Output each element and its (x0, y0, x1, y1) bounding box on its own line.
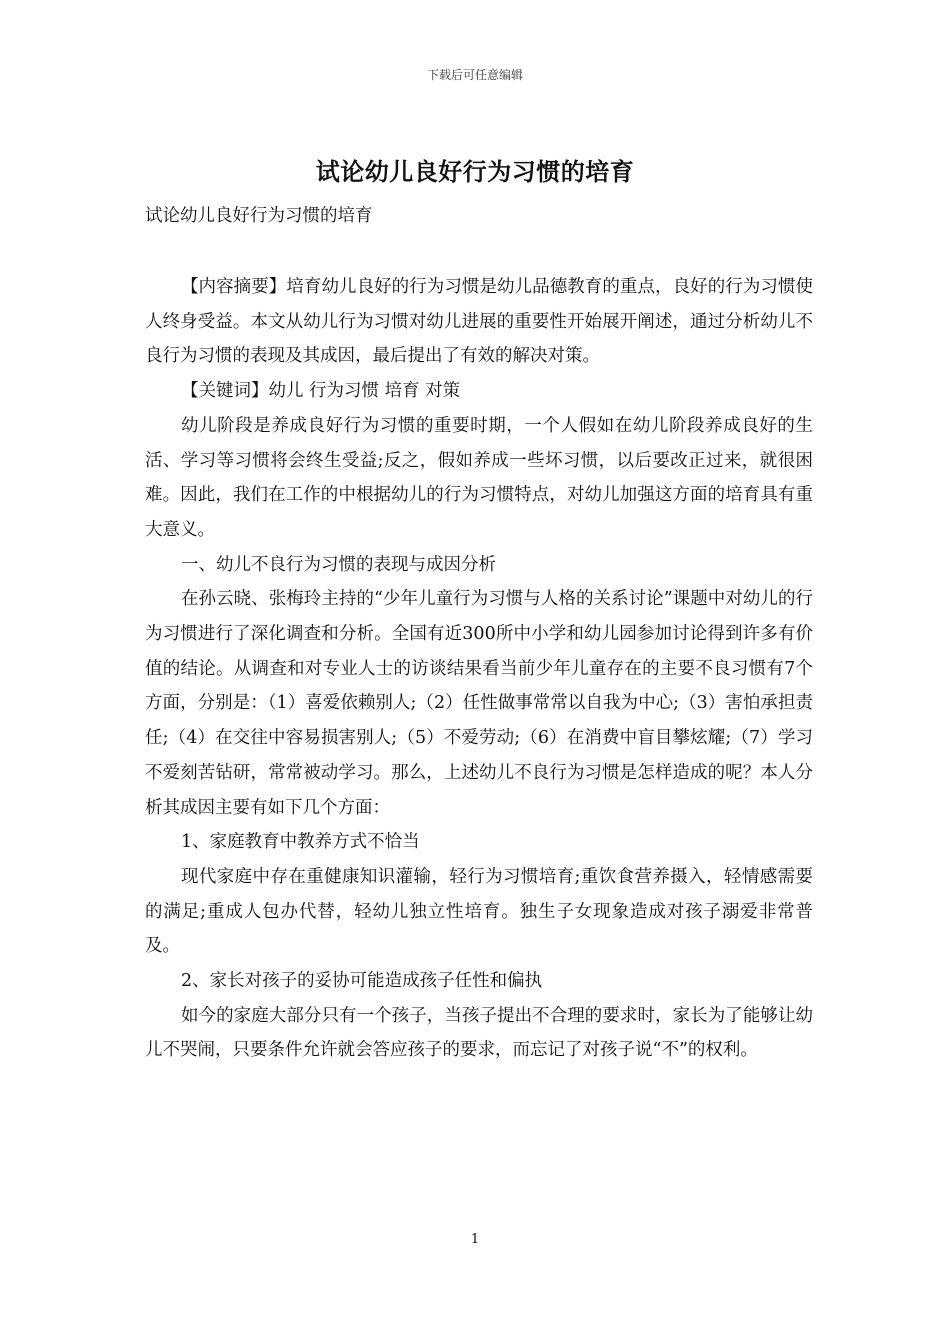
intro-paragraph: 幼儿阶段是养成良好行为习惯的重要时期，一个人假如在幼儿阶段养成良好的生活、学习等习惯将会终生受益;反之，假如养成一些坏习惯，以后要改正过来，就很困难。因此，我们在工作的中根据幼儿的行为习惯特点，对幼儿加强这方面的培育具有重大意义。 (145, 415, 813, 540)
abstract-paragraph: 【内容摘要】培育幼儿良好的行为习惯是幼儿品德教育的重点，良好的行为习惯使人终身受益。本文从幼儿行为习惯对幼儿进展的重要性开始展开阐述，通过分析幼儿不良行为习惯的表现及其成因，最后提出了有效的解决对策。 (145, 277, 813, 367)
document-subtitle: 试论幼儿良好行为习惯的培育 (145, 206, 373, 226)
page-number: 1 (470, 1232, 480, 1247)
body-paragraph: 在孙云晓、张梅玲主持的“少年儿童行为习惯与人格的关系讨论”课题中对幼儿的行为习惯进行了深化调查和分析。全国有近300所中小学和幼儿园参加讨论得到许多有价值的结论。从调查和对专业人士的访谈结果看当前少年儿童存在的主要不良习惯有7个方面，分别是：（1）喜爱依赖别人;（2）任性做事常常以自我为中心;（3）害怕承担责任;（4）在交往中容易损害别人;（5）不爱劳动;（6）在消费中盲目攀炫耀;（7）学习不爱刻苦钻研，常常被动学习。那么，上述幼儿不良行为习惯是怎样造成的呢？本人分析其成因主要有如下几个方面： (145, 589, 813, 818)
page-header-note: 下载后可任意编辑 (426, 68, 523, 82)
subsection-heading-1: 1、家庭教育中教养方式不恰当 (181, 832, 420, 853)
subsection-heading-2: 2、家长对孩子的妥协可能造成孩子任性和偏执 (181, 971, 543, 992)
section-heading-1: 一、幼儿不良行为习惯的表现与成因分析 (181, 554, 496, 575)
keywords-paragraph: 【关键词】幼儿 行为习惯 培育 对策 (181, 381, 461, 402)
document-body (145, 270, 813, 1068)
body-paragraph: 现代家庭中存在重健康知识灌输，轻行为习惯培育;重饮食营养摄入，轻情感需要的满足;重成人包办代替，轻幼儿独立性培育。独生子女现象造成对孩子溺爱非常普及。 (145, 866, 813, 957)
document-title: 试论幼儿良好行为习惯的培育 (315, 158, 635, 186)
body-paragraph: 如今的家庭大部分只有一个孩子，当孩子提出不合理的要求时，家长为了能够让幼儿不哭闹，只要条件允许就会答应孩子的要求，而忘记了对孩子说“不”的权利。 (145, 1005, 813, 1061)
